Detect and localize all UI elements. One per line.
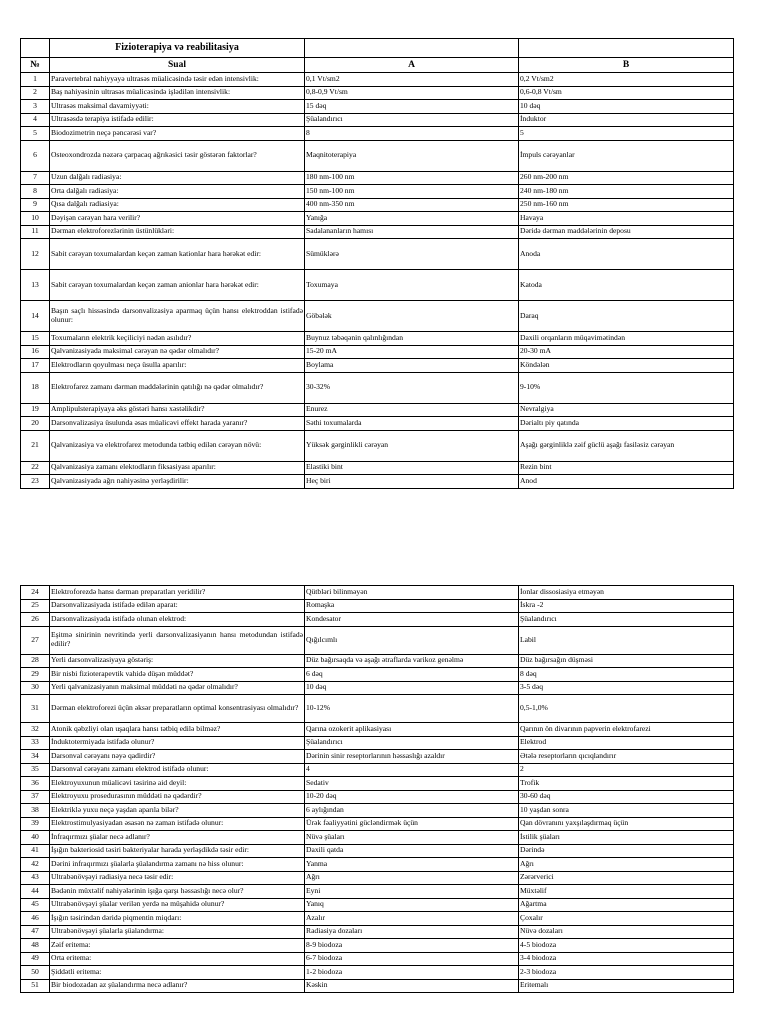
answer-b-cell: Eritemalı <box>519 979 734 993</box>
answer-b-cell: 0,6-0,8 Vt/sm <box>519 86 734 100</box>
question-cell: Ultrabənövşəyi şüalarla şüalandırma: <box>50 925 305 939</box>
row-number: 38 <box>21 804 50 818</box>
table-row <box>21 804 734 818</box>
table-row <box>21 626 734 654</box>
answer-a-cell: Heç biri <box>305 475 519 489</box>
answer-a-cell: 6 dəq <box>305 668 519 682</box>
row-number: 11 <box>21 225 50 239</box>
row-number: 1 <box>21 73 50 87</box>
answer-b-cell: Katoda <box>519 270 734 301</box>
answer-a-cell: Eyni <box>305 885 519 899</box>
answer-a-cell: 10-12% <box>305 695 519 723</box>
row-number: 45 <box>21 898 50 912</box>
answer-a-cell: Yanıq <box>305 898 519 912</box>
row-number: 9 <box>21 198 50 212</box>
question-cell: Ultrasəsdə terapiya istifadə edilir: <box>50 113 305 127</box>
table-row <box>21 212 734 226</box>
question-cell: Bir nisbi fizioterapevtik vahidə düşən müddət? <box>50 668 305 682</box>
title-blank-cell <box>519 39 734 58</box>
answer-a-cell: 10 dəq <box>305 681 519 695</box>
row-number: 17 <box>21 359 50 373</box>
question-cell: Elektroyuxunun müalicəvi təsirinə aid deyil: <box>50 777 305 791</box>
answer-a-cell: Toxumaya <box>305 270 519 301</box>
question-cell: Darsonvalizasiyada istifadə olunan elektrod: <box>50 613 305 627</box>
table-row <box>21 858 734 872</box>
answer-b-cell: 30-60 dəq <box>519 790 734 804</box>
row-number: 42 <box>21 858 50 872</box>
question-cell: İnfraqırmızı şüalar necə adlanır? <box>50 831 305 845</box>
answer-b-cell: 260 nm-200 nm <box>519 171 734 185</box>
table-row <box>21 100 734 114</box>
table-row <box>21 359 734 373</box>
answer-a-cell: Radiasiya dozaları <box>305 925 519 939</box>
table-row <box>21 86 734 100</box>
table-row <box>21 750 734 764</box>
answer-a-cell: 30-32% <box>305 372 519 403</box>
row-number: 35 <box>21 763 50 777</box>
row-number: 36 <box>21 777 50 791</box>
answer-b-cell: Anod <box>519 475 734 489</box>
row-number: 16 <box>21 345 50 359</box>
question-cell: Dəyişən cərəyan hara verilir? <box>50 212 305 226</box>
answer-b-cell: Zərərverici <box>519 871 734 885</box>
row-number: 48 <box>21 939 50 953</box>
questions-table-part-2 <box>20 585 734 993</box>
answer-a-cell: Kondesator <box>305 613 519 627</box>
row-number: 33 <box>21 736 50 750</box>
question-cell: Elektroyuxu prosedurasının müddəti nə qədərdir? <box>50 790 305 804</box>
document-title: Fizioterapiya və reabilitasiya <box>50 39 305 58</box>
question-cell: Başın saçlı hissəsində darsonvalizasiya aparmaq üçün hansı elektroddan istifadə olunur: <box>50 301 305 332</box>
row-number: 30 <box>21 681 50 695</box>
answer-b-cell: Ağrı <box>519 858 734 872</box>
table-row <box>21 723 734 737</box>
answer-a-cell: Yanığa <box>305 212 519 226</box>
answer-a-cell: 180 nm-100 nm <box>305 171 519 185</box>
table-row <box>21 979 734 993</box>
question-cell: Ultrasəs maksimal davamiyyəti: <box>50 100 305 114</box>
row-number: 41 <box>21 844 50 858</box>
table-row <box>21 403 734 417</box>
header-answer-b: B <box>519 58 734 73</box>
question-cell: İnduktotermiyada istifadə olunur? <box>50 736 305 750</box>
answer-a-cell: Dərinin sinir reseptorlarının həssaslığı azaldır <box>305 750 519 764</box>
question-cell: Qalvanizasiyada maksimal cərəyan nə qədər olmalıdır? <box>50 345 305 359</box>
question-cell: Dərini infraqırmızı şüalarla şüalandırma zamanı nə hiss olunur: <box>50 858 305 872</box>
answer-a-cell: 6 aylığından <box>305 804 519 818</box>
answer-a-cell: Nüvə şüaları <box>305 831 519 845</box>
row-number: 40 <box>21 831 50 845</box>
answer-a-cell: Boylama <box>305 359 519 373</box>
answer-a-cell: Göbələk <box>305 301 519 332</box>
title-blank-cell <box>305 39 519 58</box>
answer-a-cell: 400 nm-350 nm <box>305 198 519 212</box>
table-row <box>21 613 734 627</box>
answer-a-cell: 1-2 biodoza <box>305 966 519 980</box>
answer-b-cell: İstilik şüaları <box>519 831 734 845</box>
table-row <box>21 73 734 87</box>
question-cell: Şiddətli eritema: <box>50 966 305 980</box>
question-cell: Dərman elektroforezi üçün əksər preparatların optimal konsentrasiyası olmalıdır? <box>50 695 305 723</box>
question-cell: Uzun dalğalı radiasiya: <box>50 171 305 185</box>
row-number: 19 <box>21 403 50 417</box>
answer-b-cell: 250 nm-160 nm <box>519 198 734 212</box>
table-row <box>21 599 734 613</box>
row-number: 15 <box>21 332 50 346</box>
answer-b-cell: 0,2 Vt/sm2 <box>519 73 734 87</box>
question-cell: Bədənin müxtəlif nahiyələrinin işığa qarşı həssaslığı necə olur? <box>50 885 305 899</box>
answer-a-cell: 10-20 dəq <box>305 790 519 804</box>
question-cell: Atonik qəbzliyi olan uşaqlara hansı tətbiq edilə bilməz? <box>50 723 305 737</box>
table-row <box>21 461 734 475</box>
question-cell: İşığın təsirindən dəridə piqmentin miqdarı: <box>50 912 305 926</box>
table-row <box>21 681 734 695</box>
answer-b-cell: 2-3 biodoza <box>519 966 734 980</box>
question-cell: Orta eritema: <box>50 952 305 966</box>
answer-b-cell: 5 <box>519 127 734 141</box>
answer-b-cell: 2 <box>519 763 734 777</box>
row-number: 21 <box>21 430 50 461</box>
answer-a-cell: Enurez <box>305 403 519 417</box>
row-number: 22 <box>21 461 50 475</box>
answer-a-cell: Qarına ozokerit aplikasiyası <box>305 723 519 737</box>
table-row <box>21 345 734 359</box>
question-cell: Elektrofarez zamanı dərman maddələrinin qatılığı nə qədər olmalıdır? <box>50 372 305 403</box>
question-cell: Qalvanizasiya və elektrofarez metodunda tətbiq edilən cərəyan növü: <box>50 430 305 461</box>
answer-b-cell: Aşağı gərginliklə zəif güclü aşağı fasiləsiz cərəyan <box>519 430 734 461</box>
row-number: 20 <box>21 417 50 431</box>
table-row <box>21 225 734 239</box>
row-number: 24 <box>21 586 50 600</box>
row-number: 10 <box>21 212 50 226</box>
question-cell: Paravertebral nahiyyəyə ultrasəs müalicəsində təsir edən intensivlik: <box>50 73 305 87</box>
answer-a-cell: Düz bağırsaqda və aşağı ətraflarda varikoz genəlmə <box>305 654 519 668</box>
table-row <box>21 417 734 431</box>
table-row <box>21 790 734 804</box>
question-cell: Orta dalğalı radiasiya: <box>50 185 305 199</box>
row-number: 6 <box>21 140 50 171</box>
table-row <box>21 332 734 346</box>
question-cell: Zəif eritema: <box>50 939 305 953</box>
table-row <box>21 695 734 723</box>
answer-b-cell: Havaya <box>519 212 734 226</box>
question-cell: Ultrabənövşəyi şüalar verilən yerdə nə müşahidə olunur? <box>50 898 305 912</box>
question-cell: Darsonvalizasiyada istifadə edilən aparat: <box>50 599 305 613</box>
answer-b-cell: Nüvə dozaları <box>519 925 734 939</box>
table-row <box>21 127 734 141</box>
row-number: 7 <box>21 171 50 185</box>
answer-a-cell: 8-9 biodoza <box>305 939 519 953</box>
question-cell: Elektriklə yuxu neçə yaşdan aparıla bilər? <box>50 804 305 818</box>
answer-b-cell: Dərialtı piy qatında <box>519 417 734 431</box>
row-number: 25 <box>21 599 50 613</box>
question-cell: Amplipulsterapiyaya əks göstəri hansı xəstəlikdir? <box>50 403 305 417</box>
row-number: 18 <box>21 372 50 403</box>
table-row <box>21 871 734 885</box>
question-cell: Qısa dalğalı radiasiya: <box>50 198 305 212</box>
answer-a-cell: 0,1 Vt/sm2 <box>305 73 519 87</box>
question-cell: Yerli qalvanizasiyanın maksimal müddəti nə qədər olmalıdır? <box>50 681 305 695</box>
row-number: 8 <box>21 185 50 199</box>
row-number: 39 <box>21 817 50 831</box>
row-number: 44 <box>21 885 50 899</box>
answer-b-cell: Trofik <box>519 777 734 791</box>
answer-a-cell: Yüksək gərginlikli cərəyan <box>305 430 519 461</box>
answer-b-cell: Qan dövranını yaxşılaşdırmaq üçün <box>519 817 734 831</box>
question-cell: Darsonval cərəyanı zamanı elektrod istifadə olunur: <box>50 763 305 777</box>
answer-b-cell: 240 nm-180 nm <box>519 185 734 199</box>
answer-a-cell: Şüalandırıcı <box>305 736 519 750</box>
answer-a-cell: 8 <box>305 127 519 141</box>
answer-a-cell: Daxili qatda <box>305 844 519 858</box>
header-answer-a: A <box>305 58 519 73</box>
table-row <box>21 185 734 199</box>
answer-a-cell: 15-20 mA <box>305 345 519 359</box>
row-number: 3 <box>21 100 50 114</box>
header-number: № <box>21 58 50 73</box>
question-cell: Dərman elektroforezlərinin üstünlükləri: <box>50 225 305 239</box>
table-row <box>21 912 734 926</box>
question-cell: Qalvanizasiya zamanı elektodların fiksasiyası aparılır: <box>50 461 305 475</box>
row-number: 27 <box>21 626 50 654</box>
question-cell: Elektrostimulyasiyadan əsasən nə zaman istifadə olunur: <box>50 817 305 831</box>
table-row <box>21 270 734 301</box>
question-cell: Yerli darsonvalizasiyaya göstəriş: <box>50 654 305 668</box>
answer-a-cell: Yanma <box>305 858 519 872</box>
question-cell: Darsonval cərəyanı nəyə qadirdir? <box>50 750 305 764</box>
table-row <box>21 939 734 953</box>
answer-b-cell: 3-4 biodoza <box>519 952 734 966</box>
question-cell: Eşitmə sinirinin nevritində yerli darsonvalizasiyanın hansı metodundan istifadə edilir? <box>50 626 305 654</box>
answer-a-cell: Sedativ <box>305 777 519 791</box>
row-number: 43 <box>21 871 50 885</box>
row-number: 28 <box>21 654 50 668</box>
answer-a-cell: Elastiki bint <box>305 461 519 475</box>
answer-b-cell: 9-10% <box>519 372 734 403</box>
row-number: 14 <box>21 301 50 332</box>
answer-a-cell: Azalır <box>305 912 519 926</box>
answer-b-cell: Qarının ön divarının papverin elektrofarezi <box>519 723 734 737</box>
row-number: 12 <box>21 239 50 270</box>
table-row <box>21 171 734 185</box>
answer-a-cell: Buynuz təbəqənin qalınlığından <box>305 332 519 346</box>
question-cell: Sabit cərəyan toxumalardan keçən zaman anionlar hara hərəkət edir: <box>50 270 305 301</box>
answer-b-cell: Elektrod <box>519 736 734 750</box>
question-cell: Baş nahiyəsinin ultrasəs müalicəsində işlədilən intensivlik: <box>50 86 305 100</box>
answer-b-cell: İnduktor <box>519 113 734 127</box>
row-number: 13 <box>21 270 50 301</box>
table-row <box>21 885 734 899</box>
table-row <box>21 831 734 845</box>
row-number: 32 <box>21 723 50 737</box>
table-row <box>21 952 734 966</box>
answer-a-cell: Səthi toxumalarda <box>305 417 519 431</box>
answer-a-cell: Ağrı <box>305 871 519 885</box>
question-cell: Bir biodozadan az şüalandırma necə adlanır? <box>50 979 305 993</box>
answer-a-cell: Kəskin <box>305 979 519 993</box>
table-row <box>21 239 734 270</box>
table-row <box>21 198 734 212</box>
row-number: 49 <box>21 952 50 966</box>
question-cell: Sabit cərəyan toxumalardan keçən zaman kationlar hara hərəkət edir: <box>50 239 305 270</box>
header-question: Sual <box>50 58 305 73</box>
answer-b-cell: 0,5-1,0% <box>519 695 734 723</box>
answer-b-cell: İmpuls cərəyanlar <box>519 140 734 171</box>
answer-b-cell: İskra -2 <box>519 599 734 613</box>
question-cell: Osteoxondrozda nəzərə çarpacaq ağrıkəsici təsir göstərən faktorlar? <box>50 140 305 171</box>
answer-a-cell: 6-7 biodoza <box>305 952 519 966</box>
table-row <box>21 654 734 668</box>
answer-b-cell: 20-30 mA <box>519 345 734 359</box>
answer-b-cell: İonlar dissosiasiya etməyən <box>519 586 734 600</box>
row-number: 31 <box>21 695 50 723</box>
row-number: 47 <box>21 925 50 939</box>
answer-b-cell: Dərində <box>519 844 734 858</box>
answer-b-cell: Anoda <box>519 239 734 270</box>
answer-b-cell: Nevralgiya <box>519 403 734 417</box>
answer-b-cell: Köndələn <box>519 359 734 373</box>
answer-a-cell: Romaşka <box>305 599 519 613</box>
question-cell: İşığın bakteriosid təsiri bakteriyalar harada yerləşdikdə təsir edir: <box>50 844 305 858</box>
answer-a-cell: 15 dəq <box>305 100 519 114</box>
question-cell: Ultrabənövşəyi radiasiya necə təsir edir: <box>50 871 305 885</box>
answer-b-cell: Labil <box>519 626 734 654</box>
answer-a-cell: Qığılcımlı <box>305 626 519 654</box>
table-row <box>21 140 734 171</box>
question-cell: Biodozimetrin neçə pəncərəsi var? <box>50 127 305 141</box>
answer-a-cell: 4 <box>305 763 519 777</box>
answer-b-cell: 10 yaşdan sonra <box>519 804 734 818</box>
answer-b-cell: Müxtəlif <box>519 885 734 899</box>
answer-a-cell: 150 nm-100 nm <box>305 185 519 199</box>
row-number: 4 <box>21 113 50 127</box>
answer-a-cell: Maqnitoterapiya <box>305 140 519 171</box>
answer-b-cell: Daxili orqanların müqavimətindən <box>519 332 734 346</box>
row-number: 29 <box>21 668 50 682</box>
row-number: 5 <box>21 127 50 141</box>
answer-a-cell: Sadalananların hamısı <box>305 225 519 239</box>
row-number: 51 <box>21 979 50 993</box>
table-row <box>21 586 734 600</box>
answer-b-cell: 8 dəq <box>519 668 734 682</box>
question-cell: Elektroforezdə hansı dərman preparatları yeridilir? <box>50 586 305 600</box>
answer-a-cell: Şüalandırıcı <box>305 113 519 127</box>
table-row <box>21 763 734 777</box>
table-row <box>21 925 734 939</box>
row-number: 50 <box>21 966 50 980</box>
answer-b-cell: Şüalandırıcı <box>519 613 734 627</box>
answer-b-cell: Düz bağırsağın düşməsi <box>519 654 734 668</box>
answer-a-cell: Ürək fəaliyyətini gücləndirmək üçün <box>305 817 519 831</box>
answer-b-cell: Daraq <box>519 301 734 332</box>
table-row <box>21 898 734 912</box>
table-row <box>21 817 734 831</box>
answer-a-cell: Sümüklərə <box>305 239 519 270</box>
table-row <box>21 668 734 682</box>
row-number: 26 <box>21 613 50 627</box>
question-cell: Darsonvalizasiya üsulunda əsas müalicəvi effekt harada yaranır? <box>50 417 305 431</box>
answer-a-cell: Qütbləri bilinməyən <box>305 586 519 600</box>
question-cell: Qalvanizasiyada ağrı nahiyəsinə yerləşdirilir: <box>50 475 305 489</box>
answer-b-cell: Ağartma <box>519 898 734 912</box>
question-cell: Elektrodların qoyulması neçə üsulla aparılır: <box>50 359 305 373</box>
answer-b-cell: 3-5 dəq <box>519 681 734 695</box>
answer-b-cell: Dəridə dərman maddələrinin deposu <box>519 225 734 239</box>
answer-b-cell: 4-5 biodoza <box>519 939 734 953</box>
table-row <box>21 844 734 858</box>
row-number: 37 <box>21 790 50 804</box>
table-row <box>21 372 734 403</box>
table-row <box>21 113 734 127</box>
answer-b-cell: Rezin bint <box>519 461 734 475</box>
table-row <box>21 966 734 980</box>
answer-b-cell: Ətələ reseptorların qıcıqlandırır <box>519 750 734 764</box>
table-row <box>21 475 734 489</box>
question-cell: Toxumaların elektrik keçiliciyi nədən asılıdır? <box>50 332 305 346</box>
answer-b-cell: Çoxalır <box>519 912 734 926</box>
table-row <box>21 736 734 750</box>
row-number: 34 <box>21 750 50 764</box>
answer-b-cell: 10 dəq <box>519 100 734 114</box>
answer-a-cell: 0,8-0,9 Vt/sm <box>305 86 519 100</box>
table-row <box>21 430 734 461</box>
row-number: 46 <box>21 912 50 926</box>
table-row <box>21 777 734 791</box>
row-number: 23 <box>21 475 50 489</box>
title-blank-cell <box>21 39 50 58</box>
questions-table-part-1 <box>20 38 734 489</box>
row-number: 2 <box>21 86 50 100</box>
table-row <box>21 301 734 332</box>
